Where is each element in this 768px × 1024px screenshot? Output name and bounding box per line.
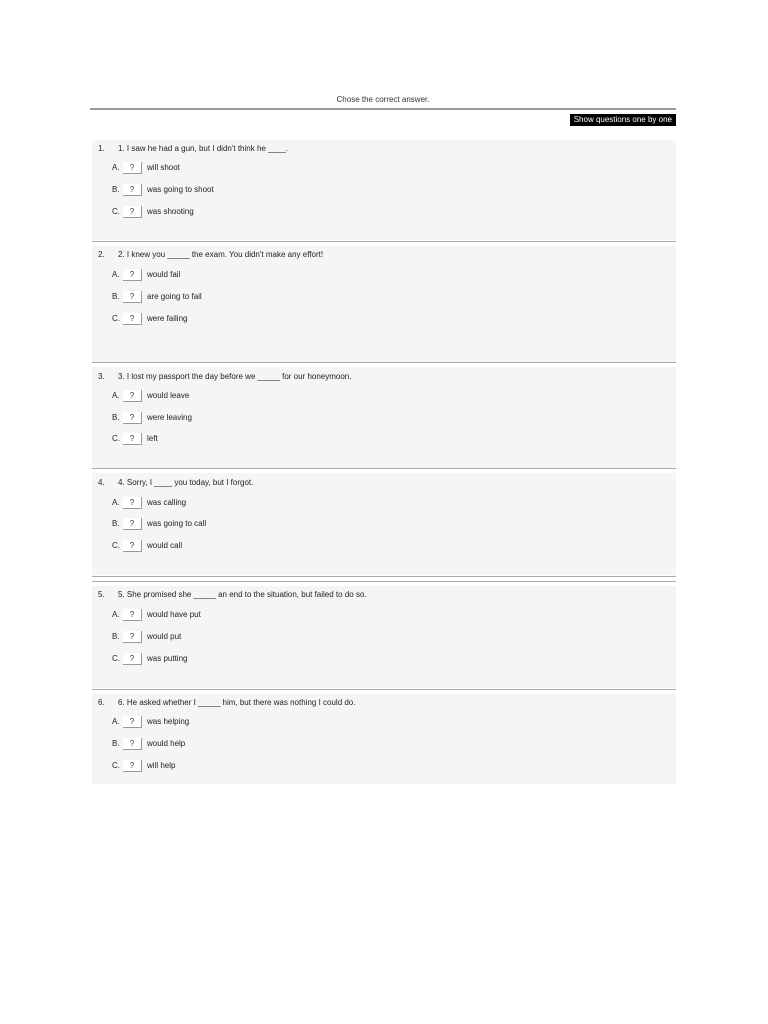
question-1 [92,140,676,240]
option-b [112,290,202,303]
option-a [112,496,186,509]
question-number: 2. [98,250,105,259]
answer-select-box[interactable]: ? [123,653,142,665]
option-a [112,608,201,621]
answer-select-box[interactable]: ? [123,631,142,643]
question-stem [98,590,367,599]
option-letter: C. [112,434,120,443]
question-stem [98,372,351,381]
question-stem [98,478,253,487]
option-text: would help [147,739,186,748]
answer-select-box[interactable]: ? [123,760,142,772]
option-letter: A. [112,391,120,400]
question-stem [98,250,323,259]
answer-select-box[interactable]: ? [123,206,142,218]
option-text: were leaving [147,413,192,422]
question-text: 1. I saw he had a gun, but I didn't think he ____. [118,144,289,153]
option-letter: C. [112,761,120,770]
question-6 [92,694,676,784]
option-text: was calling [147,498,187,507]
question-text: 2. I knew you _____ the exam. You didn't make any effort! [118,250,324,259]
question-divider [92,241,676,242]
option-c [112,432,158,445]
question-stem [98,144,288,153]
answer-select-box[interactable]: ? [123,518,142,530]
question-divider [92,362,676,363]
option-c [112,652,187,665]
answer-select-box[interactable]: ? [123,738,142,750]
option-text: would leave [147,391,190,400]
option-a [112,715,189,728]
option-letter: B. [112,292,120,301]
question-number: 5. [98,590,105,599]
option-letter: B. [112,185,120,194]
question-divider [92,689,676,690]
question-2 [92,246,676,362]
question-stem [98,698,355,707]
answer-select-box[interactable]: ? [123,412,142,424]
option-b [112,737,185,750]
question-4 [92,473,676,575]
question-text: 3. I lost my passport the day before we _____ for our honeymoon. [118,372,352,381]
answer-select-box[interactable]: ? [123,184,142,196]
option-c [112,205,194,218]
question-3 [92,367,676,468]
option-text: was going to call [147,519,207,528]
option-letter: A. [112,610,120,619]
option-text: would call [147,541,183,550]
option-b [112,411,192,424]
question-number: 3. [98,372,105,381]
option-text: were failing [147,314,188,323]
option-text: will help [147,761,176,770]
option-letter: C. [112,541,120,550]
question-divider [92,581,676,582]
answer-select-box[interactable]: ? [123,390,142,402]
option-letter: C. [112,207,120,216]
option-b [112,630,181,643]
option-a [112,389,189,402]
answer-select-box[interactable]: ? [123,609,142,621]
question-number: 1. [98,144,105,153]
option-text: will shoot [147,163,180,172]
option-letter: A. [112,163,120,172]
option-text: was shooting [147,207,194,216]
option-text: was going to shoot [147,185,214,194]
answer-select-box[interactable]: ? [123,433,142,445]
option-a [112,268,180,281]
option-b [112,517,206,530]
answer-select-box[interactable]: ? [123,269,142,281]
option-letter: B. [112,739,120,748]
option-text: was helping [147,717,190,726]
answer-select-box[interactable]: ? [123,313,142,325]
option-letter: B. [112,519,120,528]
option-letter: B. [112,413,120,422]
question-text: 6. He asked whether I _____ him, but there was nothing I could do. [118,698,356,707]
answer-select-box[interactable]: ? [123,162,142,174]
question-text: 4. Sorry, I ____ you today, but I forgot. [118,478,254,487]
question-divider [92,468,676,469]
answer-select-box[interactable]: ? [123,716,142,728]
option-text: was putting [147,654,188,663]
question-divider [92,576,676,577]
option-text: would have put [147,610,201,619]
option-letter: C. [112,654,120,663]
answer-select-box[interactable]: ? [123,497,142,509]
option-c [112,539,182,552]
show-questions-one-by-one-button[interactable]: Show questions one by one [570,114,676,126]
option-letter: C. [112,314,120,323]
option-b [112,183,214,196]
answer-select-box[interactable]: ? [123,540,142,552]
option-letter: A. [112,270,120,279]
option-c [112,759,175,772]
question-5 [92,586,676,688]
header-divider [90,108,676,110]
option-text: left [147,434,158,443]
option-letter: A. [112,717,120,726]
option-letter: B. [112,632,120,641]
question-number: 6. [98,698,105,707]
instructions-text: Chose the correct answer. [336,95,430,104]
option-letter: A. [112,498,120,507]
question-number: 4. [98,478,105,487]
answer-select-box[interactable]: ? [123,291,142,303]
option-c [112,312,187,325]
option-text: are going to fail [147,292,202,301]
option-a [112,161,180,174]
option-text: would fail [147,270,181,279]
option-text: would put [147,632,182,641]
question-text: 5. She promised she _____ an end to the situation, but failed to do so. [118,590,367,599]
